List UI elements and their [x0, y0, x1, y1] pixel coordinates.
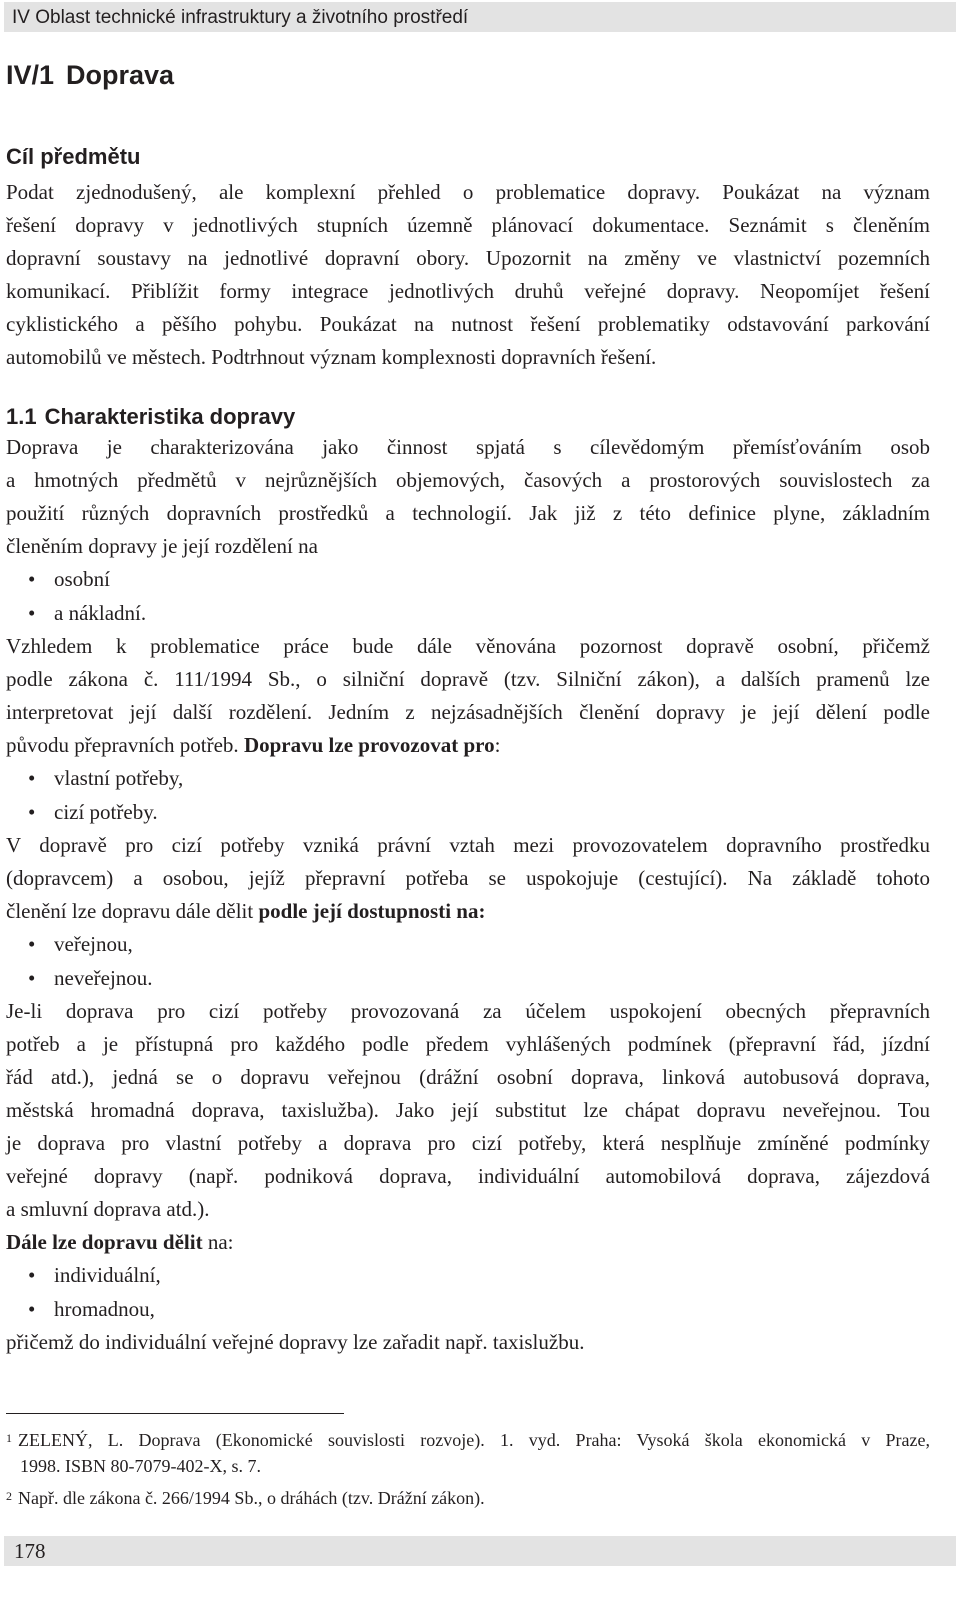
text-line: veřejné dopravy (např. podniková doprava, individuální automobilová doprava, zájezdová — [6, 1164, 930, 1188]
footnote-divider — [6, 1413, 344, 1414]
section-body — [6, 431, 930, 1359]
list-item: • individuální, — [6, 1259, 930, 1293]
text-line: dopravní soustavy na jednotlivé dopravní obory. Upozornit na změny ve vlastnictví pozemních — [6, 246, 930, 270]
text-line: Podat zjednodušený, ale komplexní přehled o problematice dopravy. Poukázat na význam — [6, 180, 930, 204]
bullet-mark: • — [28, 600, 36, 625]
text-line: řešení dopravy v jednotlivých stupních územně plánovací dokumentace. Seznámit s členěním — [6, 213, 930, 237]
text-line: původu přepravních potřeb. Dopravu lze provozovat pro: — [6, 733, 501, 757]
title-text: Doprava — [66, 60, 175, 90]
list-item: • vlastní potřeby, — [6, 762, 930, 796]
bullet-mark: • — [28, 932, 36, 956]
text-line: použití různých dopravních prostředků a technologií. Jak již z této definice plyne, základním — [6, 501, 930, 525]
cil-heading: Cíl předmětu — [6, 144, 141, 169]
text-line: podle zákona č. 111/1994 Sb., o silniční dopravě (tzv. Silniční zákon), a dalších pramenů lze — [6, 667, 930, 691]
text-line: Vzhledem k problematice práce bude dále věnována pozornost dopravě osobní, přičemž — [6, 634, 930, 658]
section-heading — [6, 404, 295, 430]
text-line: cyklistického a pěšího pohybu. Poukázat na nutnost řešení problematiky odstavování parkování — [6, 312, 930, 336]
page-number: 178 — [14, 1539, 46, 1563]
list-item: • osobní — [6, 563, 930, 597]
text-line: Doprava je charakterizována jako činnost spjatá s cílevědomým přemísťováním osob — [6, 435, 930, 459]
text-line: řád atd.), jedná se o dopravu veřejnou (drážní osobní doprava, linková autobusová doprava, — [6, 1065, 930, 1089]
text-line: členění lze dopravu dále dělit podle její dostupnosti na: — [6, 899, 486, 923]
text-line: automobilů ve městech. Podtrhnout význam komplexnosti dopravních řešení. — [6, 345, 657, 369]
footnote: $^2$ Např. dle zákona č. 266/1994 Sb., o dráhách (tzv. Drážní zákon). — [6, 1488, 485, 1508]
text-line: Dále lze dopravu dělit na: — [6, 1230, 234, 1254]
footnote: $^1$ ZELENÝ, L. Doprava (Ekonomické souvislosti rozvoje). 1. vyd. Praha: Vysoká škola ekonomická v Praze, 1998. ISBN 80-7079-402-X, s. 7. — [6, 1427, 930, 1479]
bold-phrase: podle její dostupnosti na: — [258, 899, 486, 923]
list-item: • neveřejnou. — [6, 962, 930, 996]
list-item: • cizí potřeby. — [6, 796, 930, 830]
page-title — [6, 60, 174, 91]
text-line: komunikací. Přiblížit formy integrace jednotlivých druhů veřejné dopravy. Neopomíjet řešení — [6, 279, 930, 303]
text-line: městská hromadná doprava, taxislužba). Jako její substitut lze chápat dopravu neveřejnou. Tou — [6, 1098, 930, 1122]
text-line: přičemž do individuální veřejné dopravy lze zařadit např. taxislužbu. — [6, 1330, 585, 1354]
text-line: potřeb a je přístupná pro každého podle předem vyhlášených podmínek (přepravní řád, jízdní — [6, 1032, 930, 1056]
bullet-mark: • — [28, 799, 36, 824]
footnote-line: 1998. ISBN 80-7079-402-X, s. 7. — [20, 1456, 261, 1476]
bold-phrase: Dopravu lze provozovat pro — [243, 733, 495, 757]
section-title: Charakteristika dopravy — [44, 404, 296, 429]
bold-phrase: Dále lze dopravu dělit — [6, 1230, 203, 1254]
list-item: • a nákladní. — [6, 597, 930, 631]
text-line: je doprava pro vlastní potřeby a doprava pro cizí potřeby, která nesplňuje zmíněné podmínky — [6, 1131, 930, 1155]
bullet-mark: • — [28, 1296, 36, 1321]
text-line: V dopravě pro cizí potřeby vzniká právní vztah mezi provozovatelem dopravního prostředku — [6, 833, 930, 857]
bullet-mark: • — [28, 766, 36, 790]
chapter-title: IV Oblast technické infrastruktury a životního prostředí — [12, 7, 469, 28]
title-number: IV/1 — [6, 60, 55, 90]
list-item: • veřejnou, — [6, 928, 930, 962]
text-line: Je-li doprava pro cizí potřeby provozovaná za účelem uspokojení obecných přepravních — [6, 999, 930, 1023]
list-item: • hromadnou, — [6, 1293, 930, 1327]
bullet-mark: • — [28, 567, 36, 591]
text-line: interpretovat její další rozdělení. Jedním z nejzásadnějších členění dopravy je její dělení podle — [6, 700, 930, 724]
footnote-mark: 1 — [6, 1431, 12, 1445]
chapter-header — [4, 2, 956, 32]
text-line: a hmotných předmětů v nejrůznějších objemových, časových a prostorových souvislostech za — [6, 468, 930, 492]
bullet-mark: • — [28, 965, 36, 990]
text-line: členěním dopravy je její rozdělení na — [6, 534, 318, 558]
bullet-mark: • — [28, 1263, 36, 1287]
page-footer — [4, 1536, 956, 1566]
text-line: a smluvní doprava atd.). — [6, 1197, 210, 1221]
cil-paragraph — [6, 176, 930, 374]
text-line: (dopravcem) a osobou, jejíž přepravní potřeba se uspokojuje (cestující). Na základě tohoto — [6, 866, 930, 890]
footnote-mark: 2 — [6, 1489, 12, 1503]
section-number: 1.1 — [6, 404, 37, 429]
